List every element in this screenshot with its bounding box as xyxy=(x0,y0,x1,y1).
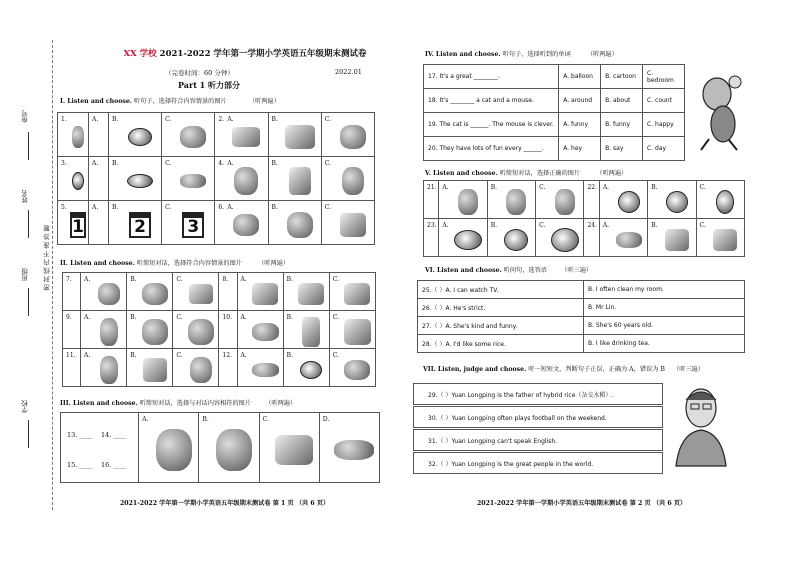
kids-playing-image xyxy=(233,214,259,236)
option-label: B. xyxy=(271,116,278,123)
book-image xyxy=(298,283,324,305)
q1-number: 1. xyxy=(61,116,67,123)
q25-option-a[interactable]: 25.（ ）A. I can watch TV. xyxy=(418,281,584,299)
q9-number: 9. xyxy=(66,314,72,321)
option-label: B. xyxy=(130,314,137,321)
seal-notice: 密 封 线 内 不 准 答 题 xyxy=(43,225,51,292)
panda-image xyxy=(504,229,528,251)
calendar-2-image: 2 xyxy=(129,212,151,238)
temple-image xyxy=(344,319,371,345)
q20-option-b[interactable]: B. say xyxy=(601,137,643,161)
q27-option-a[interactable]: 27.（ ）A. She's kind and funny. xyxy=(418,317,584,335)
q18-option-c[interactable]: C. count xyxy=(643,89,685,113)
girl-cooking-image xyxy=(342,167,364,195)
school-blank xyxy=(28,420,29,448)
option-label: D. xyxy=(322,416,330,423)
ice-cream-image xyxy=(72,172,84,190)
sandwich-image xyxy=(232,127,260,147)
option-label: B. xyxy=(271,160,278,167)
option-label: C. xyxy=(165,160,172,167)
q17-option-b[interactable]: B. cartoon xyxy=(601,65,643,89)
rice-bowl-image xyxy=(128,128,152,146)
library-image xyxy=(713,229,737,251)
exam-date: 2022.01 xyxy=(335,68,362,76)
robot-image xyxy=(506,189,526,215)
section-2-table xyxy=(62,272,376,387)
option-label: A. xyxy=(442,184,449,191)
option-label: B. xyxy=(202,416,209,423)
burgers-image xyxy=(142,283,168,305)
option-label: B. xyxy=(286,276,293,283)
footer-page-2: 2021-2022 学年第一学期小学英语五年级期末测试卷 第 2 页 （共 6 页） xyxy=(477,500,687,507)
building-image xyxy=(275,435,313,465)
q12-number: 12. xyxy=(222,352,233,359)
q8-number: 8. xyxy=(222,276,229,283)
option-label: B. xyxy=(271,204,278,211)
q28-option-a[interactable]: 28.（ ）A. I'd like some rice. xyxy=(418,335,584,353)
q18-text: 18. It's ________ a cat and a mouse. xyxy=(424,89,559,113)
blank-16[interactable]: 16. ____ xyxy=(101,461,127,469)
option-label: C. xyxy=(165,116,172,123)
q25-option-b[interactable]: B. I often clean my room. xyxy=(584,281,745,299)
option-label: A. xyxy=(240,352,247,359)
q5-number: 5. xyxy=(61,204,67,211)
option-label: B. xyxy=(111,160,119,167)
q10-number: 10. xyxy=(222,314,233,321)
section-1-table xyxy=(57,112,375,245)
option-label: A. xyxy=(227,116,234,123)
option-label: C. xyxy=(324,116,332,123)
q29-row[interactable]: 29.（ ）Yuan Longping is the father of hybrid rice（杂交水稻）. xyxy=(413,383,663,405)
chicken-image xyxy=(344,360,370,380)
fish-image xyxy=(252,363,279,377)
cow-image xyxy=(454,230,482,250)
option-label: B. xyxy=(490,184,498,191)
option-label: B. xyxy=(490,222,498,229)
option-label: A. xyxy=(602,184,610,191)
option-label: A. xyxy=(227,160,234,167)
option-label: A. xyxy=(92,160,99,167)
teacher-image xyxy=(142,319,168,345)
option-label: A. xyxy=(92,116,99,123)
option-label: A. xyxy=(84,314,91,321)
q11-number: 11. xyxy=(66,352,76,359)
lake-image xyxy=(334,440,374,460)
option-label: A. xyxy=(142,416,149,423)
q17-option-a[interactable]: A. balloon xyxy=(559,65,601,89)
boy-image xyxy=(100,318,118,346)
q26-option-a[interactable]: 26.（ ）A. He's strict. xyxy=(418,299,584,317)
tomato-image xyxy=(300,361,322,379)
pool-image xyxy=(616,232,642,248)
children-image xyxy=(287,212,313,238)
bread-image xyxy=(285,125,315,149)
school-label: 学校 xyxy=(21,400,29,413)
q3-number: 3. xyxy=(61,160,67,167)
seat-blank xyxy=(28,132,29,160)
noodles-image xyxy=(127,174,153,188)
exam-title-text: 2021-2022 学年第一学期小学英语五年级期末测试卷 xyxy=(159,49,367,59)
potato-image xyxy=(666,191,688,213)
eggplant-image xyxy=(618,191,640,213)
exam-title xyxy=(80,47,410,59)
q30-row[interactable]: 30.（ ）Yuan Longping often plays football on the weekend. xyxy=(413,406,663,428)
tom-and-jerry-image xyxy=(695,64,745,154)
option-label: A. xyxy=(240,276,247,283)
section-4-table xyxy=(423,64,685,161)
q17-text: 17. It's a great ________. xyxy=(424,65,559,89)
q27-option-b[interactable]: B. She's 60 years old. xyxy=(584,317,745,335)
option-label: A. xyxy=(240,314,247,321)
bridge-image xyxy=(72,126,84,148)
option-label: C. xyxy=(332,276,340,283)
q2-number: 2. xyxy=(218,116,225,123)
option-label: C. xyxy=(176,352,183,359)
blank-15[interactable]: 15. ____ xyxy=(67,461,93,469)
blank-14[interactable]: 14. ____ xyxy=(101,431,127,439)
q19-option-c[interactable]: C. happy xyxy=(643,113,685,137)
option-label: C. xyxy=(699,222,706,229)
section-4-heading: IV. Listen and choose. 听句子，选择听到的单词 （听两遍） xyxy=(425,51,618,58)
q18-option-a[interactable]: A. around xyxy=(559,89,601,113)
q31-row[interactable]: 31.（ ）Yuan Longping can't speak English. xyxy=(413,429,663,451)
name-label: 姓名 xyxy=(21,190,29,203)
binding-line xyxy=(52,40,53,510)
vegetable-image xyxy=(98,283,120,305)
q18-option-b[interactable]: B. about xyxy=(601,89,643,113)
calendar-3-image: 3 xyxy=(182,212,204,238)
q20-option-c[interactable]: C. day xyxy=(643,137,685,161)
q19-option-a[interactable]: A. funny xyxy=(559,113,601,137)
class-label: 班级 xyxy=(21,268,29,281)
option-label: B. xyxy=(651,184,658,191)
q22-number: 22. xyxy=(587,184,597,191)
teacher-board-image xyxy=(188,319,214,345)
section-3-heading: III. Listen and choose. 听简短对话，选择与对话内容相符的图片 （听两遍） xyxy=(60,400,297,407)
elephant-image xyxy=(551,228,579,252)
tofu-image xyxy=(180,126,206,148)
section-6-table xyxy=(417,280,745,353)
option-label: C. xyxy=(165,204,172,211)
carrot-image xyxy=(716,190,734,214)
option-label: A. xyxy=(442,222,449,229)
cook-image xyxy=(458,189,478,215)
q20-option-a[interactable]: A. hey xyxy=(559,137,601,161)
q20-text: 20. They have lots of fun every ______. xyxy=(424,137,559,161)
option-label: C. xyxy=(324,204,332,211)
kid-image xyxy=(190,357,212,383)
footer-page-1: 2021-2022 学年第一学期小学英语五年级期末测试卷 第 1 页 （共 6 页） xyxy=(120,500,330,507)
q19-text: 19. The cat is ______. The mouse is clever. xyxy=(424,113,559,137)
option-label: B. xyxy=(130,276,137,283)
option-label: B. xyxy=(130,352,137,359)
girl-image xyxy=(100,356,118,384)
exam-time: （完卷时间：60 分钟） xyxy=(165,69,234,77)
q32-row[interactable]: 32.（ ）Yuan Longping is the great people in the world. xyxy=(413,452,663,474)
section-3-table xyxy=(60,412,380,483)
option-label: C. xyxy=(176,276,183,283)
option-label: B. xyxy=(286,314,293,321)
boy-studying-image xyxy=(234,167,258,195)
option-label: A. xyxy=(84,276,91,283)
q17-option-c[interactable]: C. bedroom xyxy=(643,65,685,89)
section-6-heading: VI. Listen and choose. 听问句，选答语 （听三遍） xyxy=(425,267,593,274)
q7-number: 7. xyxy=(66,276,72,283)
q4-number: 4. xyxy=(218,160,225,167)
option-label: A. xyxy=(602,222,610,229)
q21-number: 21. xyxy=(427,184,437,191)
option-label: B. xyxy=(651,222,658,229)
q26-option-b[interactable]: B. Mr Lin. xyxy=(584,299,745,317)
q23-number: 23. xyxy=(427,222,437,229)
calendar-1-image: 1 xyxy=(70,212,86,238)
option-label: C. xyxy=(332,352,340,359)
section-7-heading: VII. Listen, judge and choose. 听一短短文，判断句子正误，正确为 A，错误为 B （听三遍） xyxy=(423,366,705,373)
option-label: B. xyxy=(111,204,119,211)
option-label: B. xyxy=(286,352,293,359)
cinema-image xyxy=(665,229,689,251)
boy-reading-image xyxy=(289,167,311,195)
q24-number: 24. xyxy=(587,222,597,229)
section-5-heading: V. Listen and choose. 听简短对话，选择正确的图片 （听两遍） xyxy=(425,170,628,177)
option-label: C. xyxy=(699,184,706,191)
blank-13[interactable]: 13. ____ xyxy=(67,431,93,439)
section-5-table xyxy=(423,180,745,257)
name-blank xyxy=(28,210,29,238)
chef-image xyxy=(555,189,575,215)
section-2-heading: II. Listen and choose. 听简短对话，选择符合内容情景的图片 （听两遍） xyxy=(60,260,290,267)
option-label: A. xyxy=(84,352,91,359)
reading-image xyxy=(143,358,167,382)
option-label: C. xyxy=(539,184,546,191)
part-title: Part 1 听力部分 xyxy=(178,80,241,90)
q28-option-b[interactable]: B. I like drinking tea. xyxy=(584,335,745,353)
q19-option-b[interactable]: B. funny xyxy=(601,113,643,137)
science-book-image xyxy=(344,283,370,305)
q6-number: 6. xyxy=(218,204,225,211)
option-label: C. xyxy=(332,314,340,321)
option-label: A. xyxy=(227,204,234,211)
kids-reading-image xyxy=(340,213,366,237)
sandwiches-image xyxy=(189,284,213,304)
english-book-image xyxy=(252,283,278,305)
tower-image xyxy=(302,317,320,347)
option-label: B. xyxy=(111,116,119,123)
option-label: A. xyxy=(92,204,99,211)
plants-image xyxy=(156,429,192,471)
yuan-longping-portrait xyxy=(672,378,730,468)
option-label: C. xyxy=(262,416,269,423)
option-label: C. xyxy=(324,160,332,167)
hamburger-image xyxy=(340,125,366,149)
option-label: C. xyxy=(539,222,546,229)
girl-reading-image xyxy=(216,429,252,471)
option-label: C. xyxy=(176,314,183,321)
candy-image xyxy=(180,174,206,188)
stadium-image xyxy=(252,323,279,341)
seat-label: 座号 xyxy=(21,110,29,123)
school-name: XX 学校 xyxy=(123,49,157,59)
class-blank xyxy=(28,288,29,316)
section-1-heading: I. Listen and choose. 听句子，选择符合内容情景的图片 （听两遍） xyxy=(60,98,280,105)
